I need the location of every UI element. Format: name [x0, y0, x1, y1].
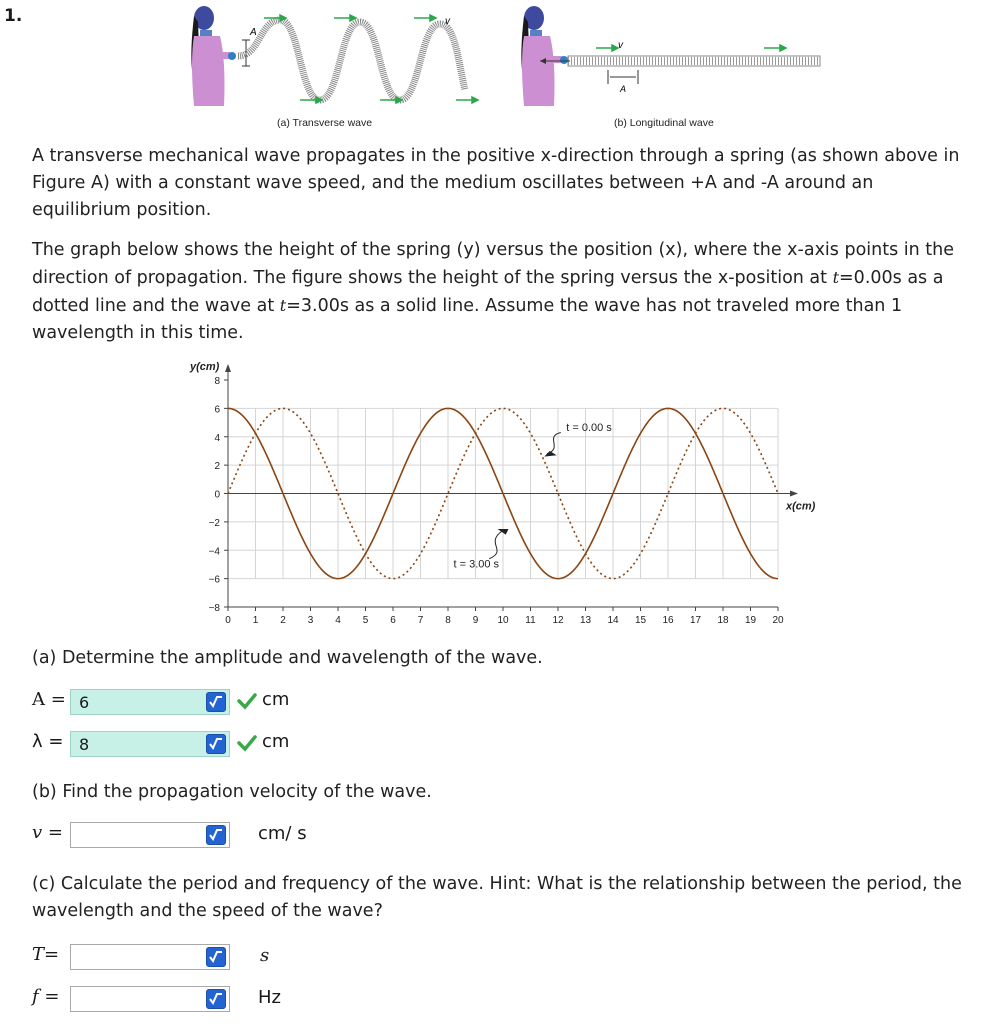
x-tick-label: 3	[307, 615, 314, 626]
frequency-unit: Hz	[258, 987, 281, 1008]
y-tick-label: 2	[214, 461, 220, 473]
part-c-prompt: (c) Calculate the period and frequency of the wave. Hint: What is the relationship between the period, the wavelength and the speed of the wave?	[32, 874, 962, 921]
x-tick-label: 18	[717, 615, 729, 626]
wave-graph	[180, 355, 820, 635]
correct-check-icon	[236, 690, 258, 712]
question-number: 1.	[4, 6, 23, 26]
y-axis-arrow	[225, 364, 231, 372]
svg-text:v: v	[618, 40, 623, 51]
annotation-t0-arrowhead	[544, 451, 556, 457]
wave-illustration	[180, 0, 860, 115]
x-tick-label: 11	[525, 615, 536, 626]
figure-caption-b: (b) Longitudinal wave	[614, 117, 714, 129]
wavelength-unit: cm	[262, 731, 290, 752]
x-tick-label: 13	[579, 615, 592, 626]
math-editor-button[interactable]	[206, 734, 226, 754]
sqrt-icon	[207, 948, 225, 966]
x-tick-label: 16	[662, 615, 674, 626]
y-tick-label: 4	[214, 432, 220, 444]
y-axis-title: y(cm)	[190, 361, 220, 373]
x-axis-title: x(cm)	[786, 500, 816, 513]
annotation-t0-pointer	[547, 432, 561, 453]
figure-caption-a: (a) Transverse wave	[277, 117, 373, 129]
y-tick-label: 0	[214, 489, 220, 501]
part-b-prompt: (b) Find the propagation velocity of the wave.	[32, 782, 432, 802]
velocity-unit: cm/ s	[258, 823, 307, 844]
amplitude-input[interactable]: 6	[70, 689, 230, 715]
velocity-label-a: v	[445, 16, 450, 27]
annotation-t3-pointer	[489, 530, 503, 558]
period-label: T=	[32, 944, 60, 965]
sqrt-icon	[207, 693, 225, 711]
transverse-spring	[238, 20, 465, 100]
x-tick-label: 1	[252, 615, 259, 626]
x-tick-label: 20	[772, 615, 784, 626]
x-tick-label: 5	[362, 615, 369, 626]
y-tick-label: −8	[208, 603, 220, 614]
y-tick-label: −6	[208, 574, 220, 586]
annotation-t0: t = 0.00 s	[566, 422, 612, 435]
sqrt-icon	[207, 990, 225, 1008]
math-editor-button[interactable]	[206, 825, 226, 845]
period-unit: s	[260, 945, 270, 966]
math-editor-button[interactable]	[206, 947, 226, 967]
x-tick-label: 6	[390, 615, 396, 626]
y-tick-label: 6	[214, 404, 220, 416]
y-tick-label: −2	[208, 517, 220, 529]
x-tick-label: 9	[472, 615, 479, 626]
amplitude-unit: cm	[262, 689, 290, 710]
x-tick-label: 7	[417, 615, 424, 626]
x-tick-label: 15	[634, 615, 647, 626]
x-tick-label: 19	[744, 615, 757, 626]
wavelength-input[interactable]: 8	[70, 731, 230, 757]
intro-paragraph-2: The graph below shows the height of the spring (y) versus the position (x), where the x-axis points in the direction of propagation. The figure shows the height of the spring versus the x-position at t=0.00s as a dotted line and the wave at t=3.00s as a solid line. Assume the wave has not traveled more than 1 wavelength in this time.	[32, 240, 955, 343]
amplitude-label: A =	[32, 689, 66, 710]
x-tick-label: 12	[552, 615, 564, 626]
person-figure-a	[191, 6, 236, 106]
sqrt-icon	[207, 826, 225, 844]
x-tick-label: 17	[689, 615, 702, 626]
x-tick-label: 4	[335, 615, 341, 626]
x-tick-label: 8	[445, 615, 451, 626]
annotation-t3: t = 3.00 s	[453, 558, 500, 571]
correct-check-icon	[236, 732, 258, 754]
sqrt-icon	[207, 735, 225, 753]
math-editor-button[interactable]	[206, 692, 226, 712]
wavelength-label: λ =	[32, 731, 64, 752]
y-tick-label: −4	[208, 546, 220, 558]
intro-paragraph-1: A transverse mechanical wave propagates in the positive x-direction through a spring (as shown above in Figure A) with a constant wave speed, and the medium oscillates between +A and -A around an equilibrium position.	[32, 146, 960, 220]
person-figure-b	[521, 6, 568, 106]
x-tick-label: 2	[280, 615, 286, 626]
frequency-label: f =	[32, 986, 60, 1007]
propagation-arrows-b	[596, 45, 786, 51]
svg-text:A: A	[620, 84, 627, 94]
part-a-prompt: (a) Determine the amplitude and wavelength of the wave.	[32, 648, 543, 668]
x-tick-label: 0	[225, 615, 231, 626]
velocity-label: v =	[32, 822, 63, 843]
math-editor-button[interactable]	[206, 989, 226, 1009]
x-tick-label: 10	[497, 615, 509, 626]
x-tick-label: 14	[607, 615, 619, 626]
amplitude-label-a: A	[250, 27, 257, 38]
y-tick-label: 8	[214, 376, 220, 387]
x-axis-arrow	[790, 491, 798, 497]
